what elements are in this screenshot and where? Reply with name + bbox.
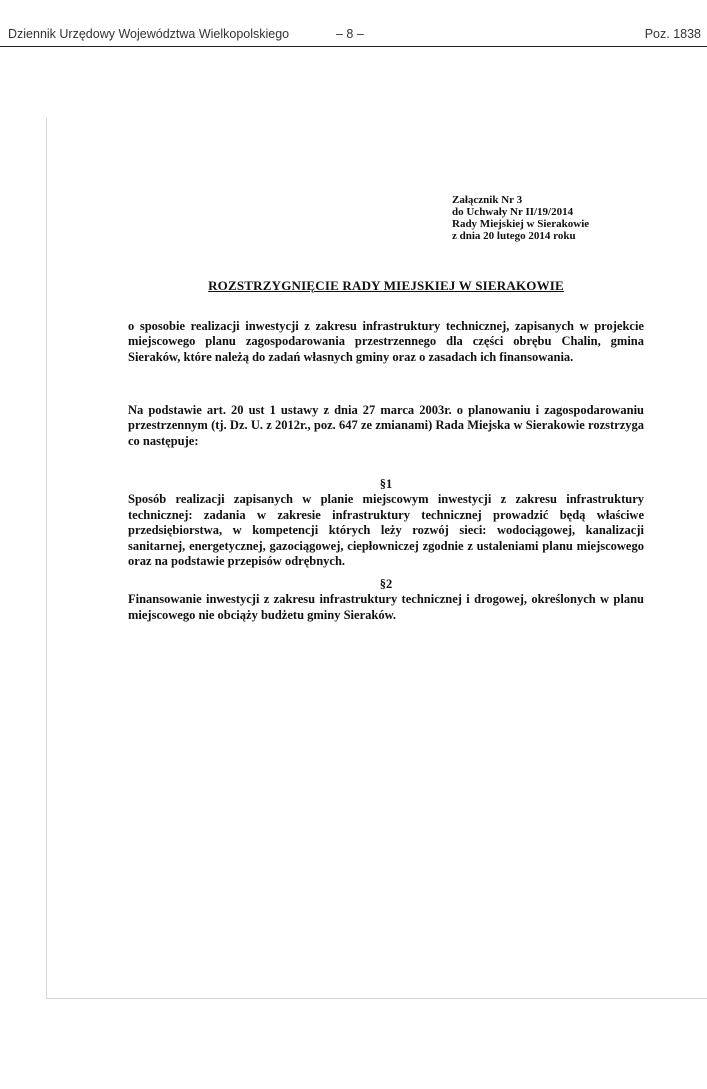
section-text: Sposób realizacji zapisanych w planie miejscowym inwestycji z zakresu infrastruktury technicznej: zadania w zakresie infrastruktury technicznej prowadzić będą właściwe przedsiębiorstwa, w kompetencji których leży rozwój sieci: wodociągowej, kanalizacji sanitarnej, energetycznej, gazociągowej, ciepłowniczej zgodnie z ustaleniami planu miejscowego oraz na podstawie przepisów odrębnych.	[128, 492, 644, 569]
legal-basis-paragraph: Na podstawie art. 20 ust 1 ustawy z dnia 27 marca 2003r. o planowaniu i zagospodarowaniu przestrzennym (tj. Dz. U. z 2012r., poz. 647 ze zmianami) Rada Miejska w Sierakowie rozstrzyga co następuje:	[128, 403, 644, 448]
page-header	[0, 22, 707, 47]
section-mark: §1	[379, 477, 393, 491]
section-1	[128, 477, 644, 569]
section-2	[128, 577, 644, 623]
annex-line: Rady Miejskiej w Sierakowie	[452, 218, 590, 230]
annex-line: z dnia 20 lutego 2014 roku	[452, 230, 576, 242]
page-number: – 8 –	[336, 27, 364, 41]
journal-name: Dziennik Urzędowy Województwa Wielkopolskiego	[8, 27, 290, 41]
annex-line: do Uchwały Nr II/19/2014	[452, 206, 574, 218]
position-number: Poz. 1838	[644, 27, 701, 41]
document-title: ROZSTRZYGNIĘCIE RADY MIEJSKIEJ W SIERAKOWIE	[208, 278, 564, 293]
annex-line: Załącznik Nr 3	[452, 194, 523, 206]
annex-block	[452, 194, 589, 242]
section-mark: §2	[379, 577, 393, 591]
section-text: Finansowanie inwestycji z zakresu infrastruktury technicznej i drogowej, określonych w planu miejscowego nie obciąży budżetu gminy Sieraków.	[128, 592, 644, 622]
subject-paragraph: o sposobie realizacji inwestycji z zakresu infrastruktury technicznej, zapisanych w projekcie miejscowego planu zagospodarowania przestrzennego dla części obrębu Chalin, gmina Sieraków, które należą do zadań własnych gminy oraz o zasadach ich finansowania.	[128, 319, 644, 364]
